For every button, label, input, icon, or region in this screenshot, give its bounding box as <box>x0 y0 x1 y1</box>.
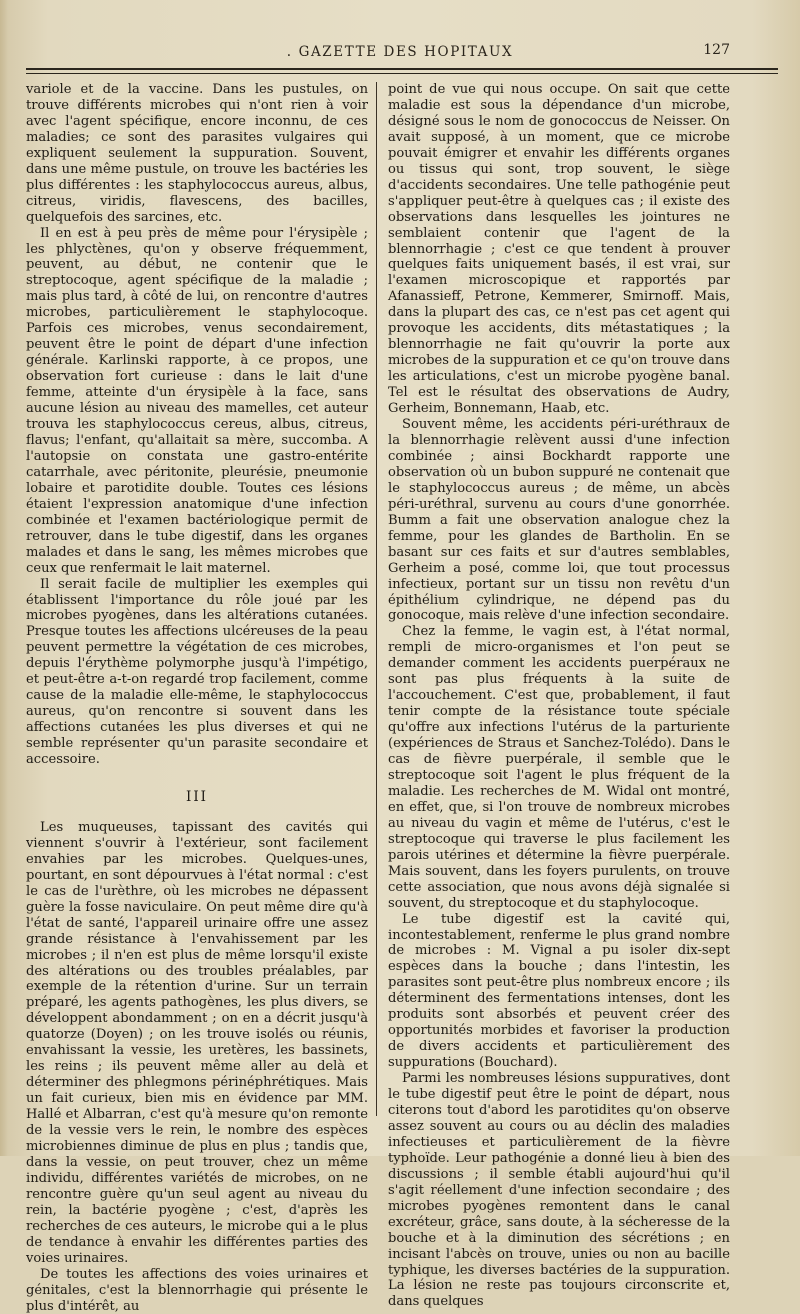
section-heading: III <box>186 788 208 805</box>
paragraph: point de vue qui nous occupe. On sait que cette maladie est sous la dépendance d'un microbe, désigné sous le nom de gonococcus de Neisser. On avait supposé, à un moment, que ce microbe pouvait émigrer et envahir les différents organes ou tissus qui sont, trop souvent, le siège d'accidents secondaires. Une telle pathogénie peut s'appliquer peut-être à quelques cas ; il existe des observations dans lesquelles les jointures ne semblaient contenir que l'agent de la blennorrhagie ; c'est ce que tendent à prouver quelques faits uniquement basés, il est vrai, sur l'examen microscopique et rapportés par Afanassieff, Petrone, Kemmerer, Smirnoff. Mais, dans la plupart des cas, ce n'est pas cet agent qui provoque les accidents, dits métastatiques ; la blennorrhagie ne fait qu'ouvrir la porte aux microbes de la suppuration et ce qu'on trouve dans les articulations, c'est un microbe pyogène banal. Tel est le résultat des observations de Audry, Gerheim, Bonnemann, Haab, etc. <box>388 82 730 417</box>
right-column <box>388 82 730 1310</box>
paragraph: De toutes les affections des voies urinaires et génitales, c'est la blennorrhagie qui présente le plus d'intérêt, au <box>26 1266 368 1314</box>
left-column <box>26 82 368 1314</box>
paragraph: Il serait facile de multiplier les exemples qui établissent l'importance du rôle joué par les microbes pyogènes, dans les altérations cutanées. Presque toutes les affections ulcéreuses de la peau peuvent permettre la végétation de ces microbes, depuis l'érythème polymorphe jusqu'à l'impétigo, et peut-être a-t-on regardé trop facilement, comme cause de la maladie elle-même, le staphylococcus aureus, qu'on rencontre si souvent dans les affections cutanées les plus diverses et qui ne semble représenter qu'un parasite secondaire et accessoire. <box>26 576 368 768</box>
paragraph: Les muqueuses, tapissant des cavités qui viennent s'ouvrir à l'extérieur, sont facilement envahies par les microbes. Quelques-unes, pourtant, en sont dépourvues à l'état normal : c'est le cas de l'urèthre, où les microbes ne dépassent guère la fosse naviculaire. On peut même dire qu'à l'état de santé, l'appareil urinaire offre une assez grande résistance à l'envahissement par les microbes ; il n'en est plus de même lorsqu'il existe des altérations ou des troubles préalables, par exemple de la rétention d'urine. Sur un terrain préparé, les agents pathogènes, les plus divers, se développent abondamment ; on en a décrit jusqu'à quatorze (Doyen) ; on les trouve isolés ou réunis, envahissant la vessie, les uretères, les bassinets, les reins ; ils peuvent même aller au delà et déterminer des phlegmons périnéphrétiques. Mais un fait curieux, bien mis en évidence par MM. Hallé et Albarran, c'est qu'à mesure qu'on remonte de la vessie vers le rein, le nombre des espèces microbiennes diminue de plus en plus ; tandis que, dans la vessie, on peut trouver, chez un même individu, différentes variétés de microbes, on ne rencontre guère qu'un seul agent au niveau du rein, la bactérie pyogène ; c'est, d'après les recherches de ces auteurs, le microbe qui a le plus de tendance à envahir les différentes parties des voies urinaires. <box>26 819 368 1266</box>
header-rule-thin <box>26 73 778 74</box>
journal-title: . GAZETTE DES HOPITAUX <box>286 44 514 60</box>
paragraph: Parmi les nombreuses lésions suppuratives, dont le tube digestif peut être le point de départ, nous citerons tout d'abord les parotidites qu'on observe assez souvent au cours ou au déclin des maladies infectieuses et particulièrement de la fièvre typhoïde. Leur pathogénie a donné lieu à bien des discussions ; il semble établi aujourd'hui qu'il s'agit réellement d'une infection secondaire ; des microbes pyogènes remontent dans le canal excréteur, grâce, sans doute, à la sécheresse de la bouche et à la diminution des sécrétions ; en incisant l'abcès on trouve, unies ou non au bacille typhique, les diverses bactéries de la suppuration. La lésion ne reste pas toujours circonscrite et, dans quelques <box>388 1071 730 1310</box>
paragraph: variole et de la vaccine. Dans les pustules, on trouve différents microbes qui n'ont rien à voir avec l'agent spécifique, encore inconnu, de ces maladies; ce sont des parasites vulgaires qui expliquent seulement la suppuration. Souvent, dans une même pustule, on trouve les bactéries les plus différentes : les staphylococcus aureus, albus, citreus, viridis, flavescens, des bacilles, quelquefois des sarcines, etc. <box>26 82 368 225</box>
column-divider <box>376 82 377 1116</box>
paragraph: Il en est à peu près de même pour l'érysipèle ; les phlyctènes, qu'on y observe fréquemment, peuvent, au début, ne contenir que le streptocoque, agent spécifique de la maladie ; mais plus tard, à côté de lui, on rencontre d'autres microbes, particulièrement le staphylocoque. Parfois ces microbes, venus secondairement, peuvent être le point de départ d'une infection générale. Karlinski rapporte, à ce propos, une observation fort curieuse : dans le lait d'une femme, atteinte d'un érysipèle à la face, sans aucune lésion au niveau des mamelles, cet auteur trouva les staphylococcus cereus, albus, citreus, flavus; l'enfant, qu'allaitait sa mère, succomba. A l'autopsie on constata une gastro-entérite catarrhale, avec péritonite, pleurésie, pneumonie lobaire et parotidite double. Toutes ces lésions étaient l'expression anatomique d'une infection combinée et l'examen bactériologique permit de retrouver, dans le tube digestif, dans les organes malades et dans le sang, les mêmes microbes que ceux que renfermait le lait maternel. <box>26 225 368 576</box>
paragraph: Le tube digestif est la cavité qui, incontestablement, renferme le plus grand nombre de microbes : M. Vignal a pu isoler dix-sept espèces dans la bouche ; dans l'intestin, les parasites sont peut-être plus nombreux encore ; ils déterminent des fermentations intenses, dont les produits sont absorbés et peuvent créer des opportunités morbides et favoriser la production de divers accidents et particulièrement des suppurations (Bouchard). <box>388 911 730 1071</box>
header-rule-thick <box>26 68 778 70</box>
paragraph: Chez la femme, le vagin est, à l'état normal, rempli de micro-organismes et l'on peut se demander comment les accidents puerpéraux ne sont pas plus fréquents à la suite de l'accouchement. C'est que, probablement, il faut tenir compte de la résistance toute spéciale qu'offre aux infections l'utérus de la parturiente (expériences de Straus et Sanchez-Tolédo). Dans le cas de fièvre puerpérale, il semble que le streptocoque soit l'agent le plus fréquent de la maladie. Les recherches de M. Widal ont montré, en effet, que, si l'on trouve de nombreux microbes au niveau du vagin et même de l'utérus, c'est le streptocoque qui traverse le plus facilement les parois utérines et détermine la fièvre puerpérale. Mais souvent, dans les foyers purulents, on trouve cette association, que nous avons déjà signalée si souvent, du streptocoque et du staphylocoque. <box>388 624 730 911</box>
paragraph: Souvent même, les accidents péri-uréthraux de la blennorrhagie relèvent aussi d'une infection combinée ; ainsi Bockhardt rapporte une observation où un bubon suppuré ne contenait que le staphylococcus aureus ; de même, un abcès péri-uréthral, survenu au cours d'une gonorrhée. Bumm a fait une observation analogue chez la femme, pour les glandes de Bartholin. En se basant sur ces faits et sur d'autres semblables, Gerheim a posé, comme loi, que tout processus infectieux, portant sur un tissu non revêtu d'un épithélium cylindrique, ne dépend pas du gonocoque, mais relève d'une infection secondaire. <box>388 417 730 624</box>
running-head <box>0 42 800 66</box>
page-number: 127 <box>703 42 730 58</box>
page-binding-shadow <box>0 0 8 1156</box>
